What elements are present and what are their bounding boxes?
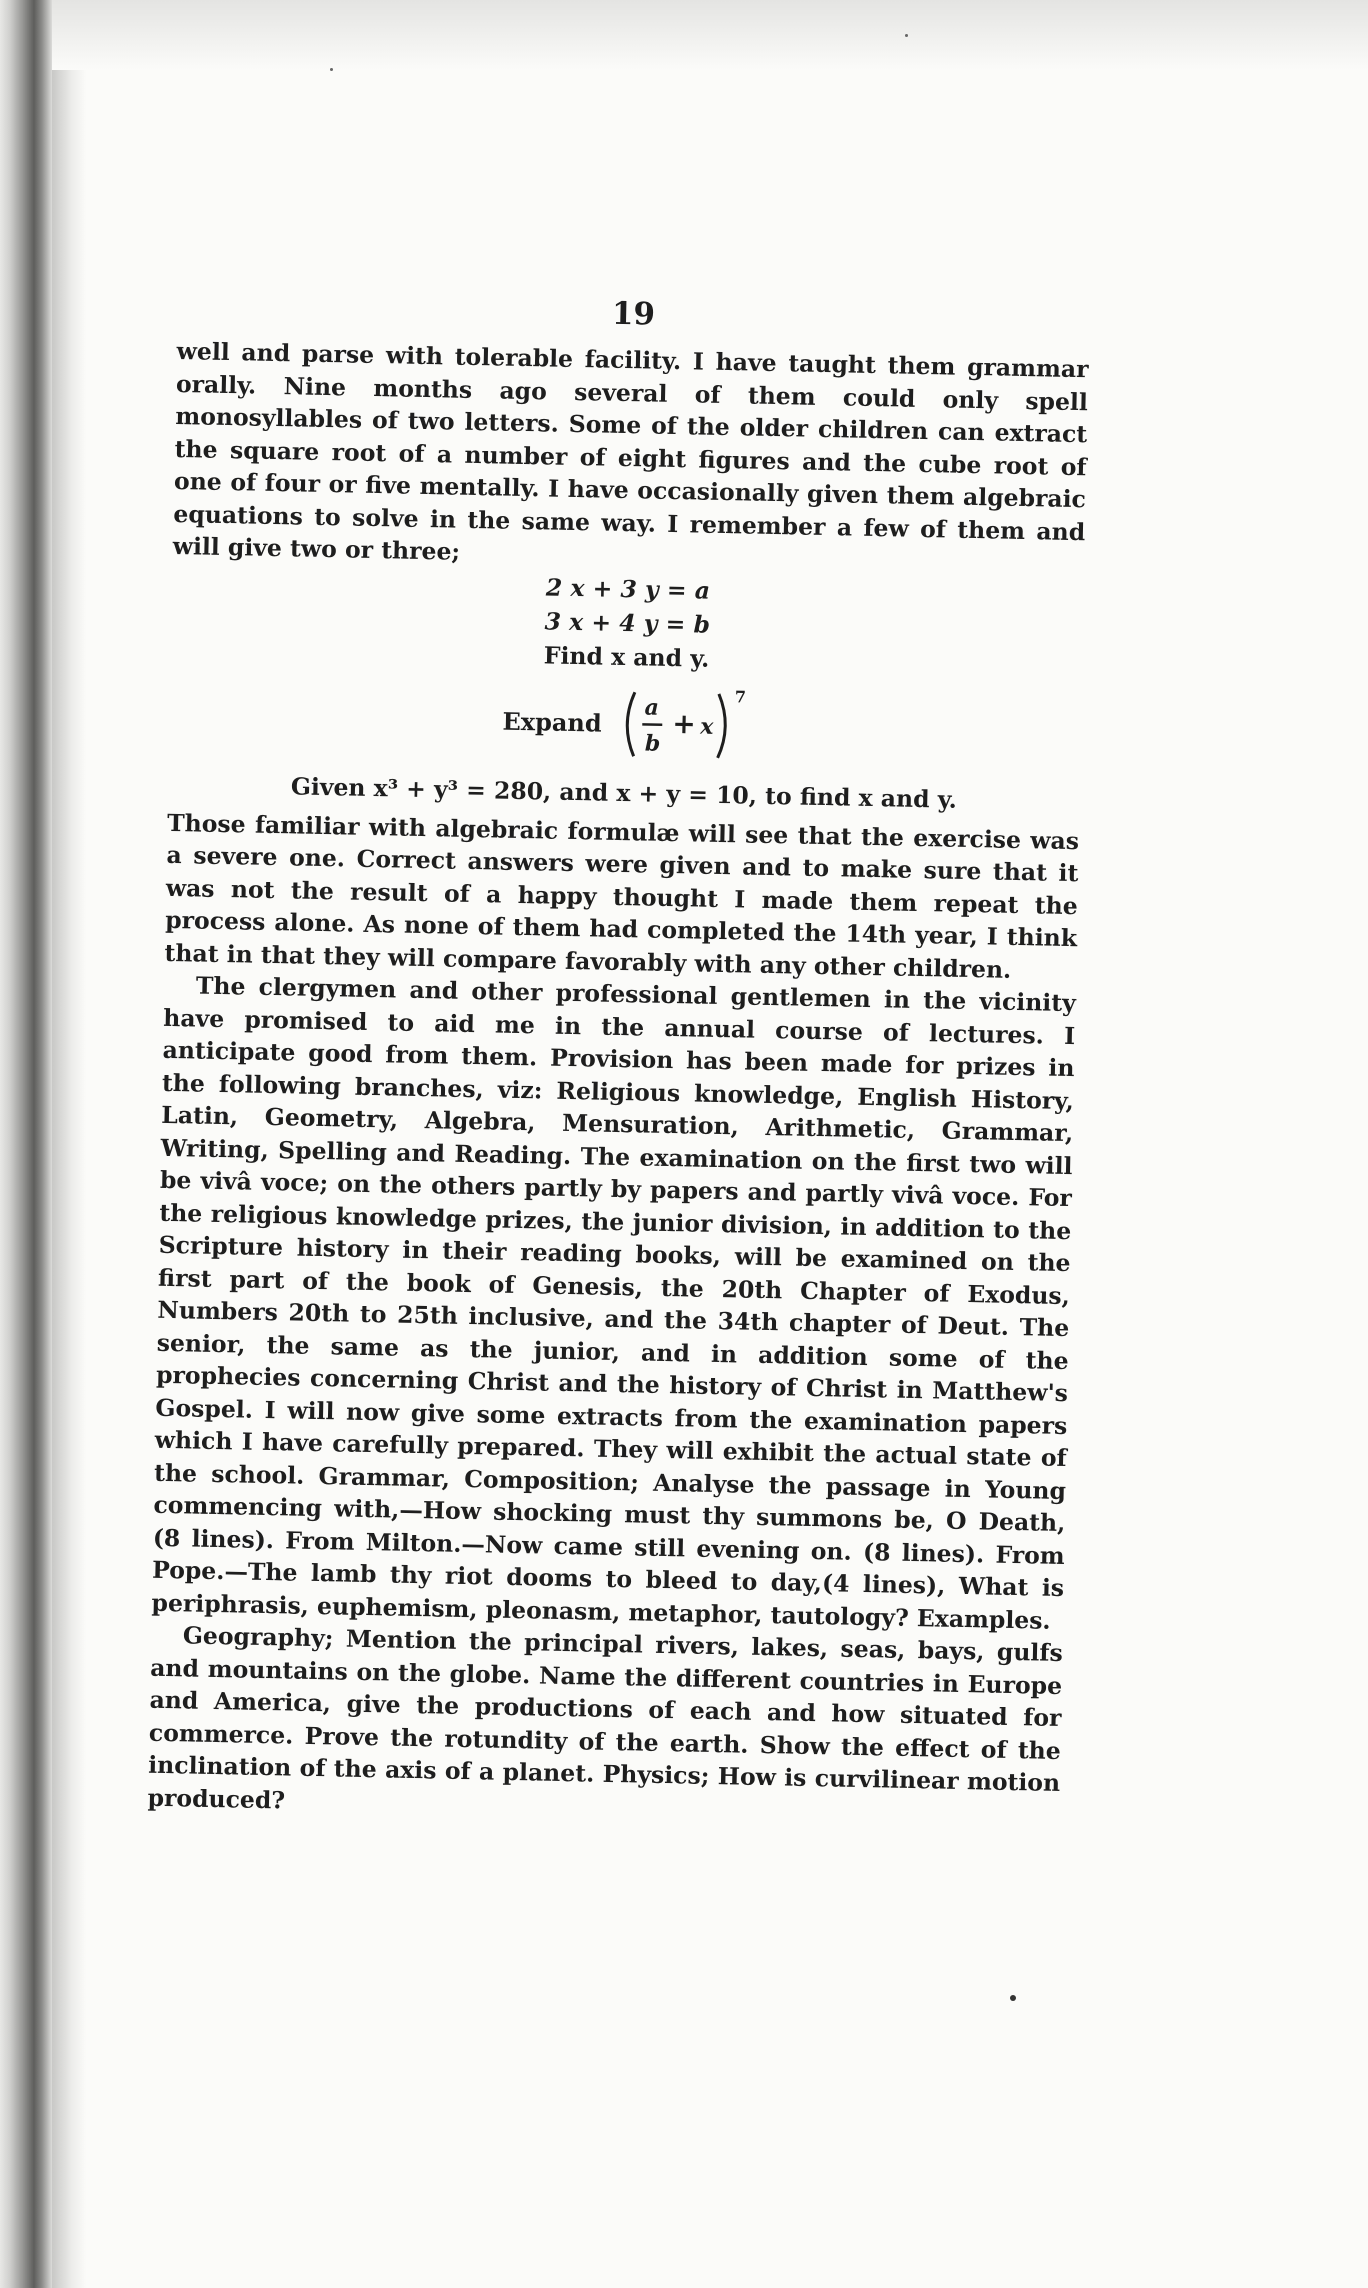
exponent-7: 7: [734, 686, 746, 706]
stray-mark: [1010, 1995, 1016, 2001]
equation-1: 2 x + 3 y = a: [545, 572, 711, 605]
left-paren: [626, 692, 634, 756]
scan-speck: [330, 68, 333, 71]
paragraph-grammar: well and parse with tolerable facility. I have taught them grammar orally. Nine months ago several of them could only spell monosyllables of two letters. Some of the older children can extract the square root of a number of eight figures and the cube root of one of four or five mentally. I have occasionally given them algebraic equations to solve in the same way. I remember a few of them and will give two or three;: [172, 336, 1089, 566]
paragraph-lectures-prizes: The clergymen and other professional gentlemen in the vicinity have promised to aid me in the annual course of lectures. I anticipate good from them. Provision has been made for prizes in the following branches, viz: Religious knowledge, English History, Latin, Geometry, Algebra, Mensuration, Arithmetic, Grammar, Writing, Spelling and Reading. The examination on the first two will be vivâ voce; on the others partly by papers and partly vivâ voce. For the religious knowledge prizes, the junior division, in addition to the Scripture history in their reading books, will be examined on the first part of the book of Genesis, the 20th Chapter of Exodus, Numbers 20th to 25th inclusive, and the 34th chapter of Deut. The senior, the same as the junior, and in addition some of the prophecies concerning Christ and the history of Christ in Matthew's Gospel. I will now give some extracts from the examination papers which I have carefully prepared. They will exhibit the actual state of the school. Grammar, Composition; Analyse the passage in Young commencing with,—How shocking must thy summons be, O Death, (8 lines). From Milton.—Now came still evening on. (8 lines). From Pope.—The lamb thy riot dooms to bleed to day,(4 lines), What is periphrasis, euphemism, pleonasm, metaphor, tautology? Examples.: [151, 971, 1077, 1635]
expand-label: Expand: [502, 706, 603, 738]
right-paren: [717, 693, 725, 757]
paragraph-geography: Geography; Mention the principal rivers, lakes, seas, bays, gulfs and mountains on the globe. Name the different countries in Europe and America, give the productions of each and how situated for commerce. Prove the rotundity of the earth. Show the effect of the inclination of the axis of a planet. Physics; How is curvilinear motion produced?: [147, 1621, 1064, 1814]
numerator-a: a: [644, 693, 659, 721]
variable-x: x: [699, 713, 714, 740]
book-binding: [0, 0, 52, 2288]
equation-instruction: Find x and y.: [543, 640, 710, 673]
paragraph-algebra-comment: Those familiar with algebraic formulæ will see that the exercise was a severe one. Correct answers were given and to make sure that it was not the result of a happy thought I made them repeat the process alone. As none of them had completed the 14th year, I think that in that they will compare favorably with any other children.: [164, 808, 1080, 984]
equation-2: 3 x + 4 y = b: [544, 606, 711, 639]
top-edge-shadow: [52, 0, 1368, 70]
binomial-power-formula: [619, 683, 749, 766]
scan-speck: [905, 34, 908, 37]
binding-shadow: [52, 0, 86, 2288]
expand-expression: [169, 674, 1082, 772]
given-equation: Given x³ + y³ = 280, and x + y = 10, to find x and y.: [290, 771, 958, 814]
plus-sign: +: [671, 706, 696, 740]
page-text: [147, 285, 1090, 1832]
denominator-b: b: [644, 729, 661, 757]
page-number: 19: [611, 295, 656, 333]
